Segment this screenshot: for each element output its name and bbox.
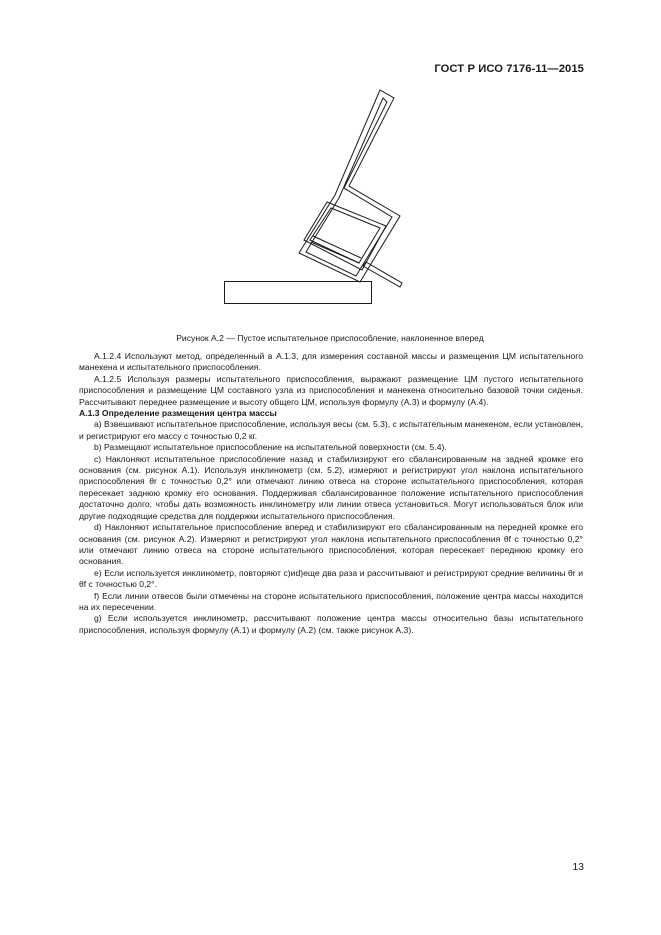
- base-block: [225, 282, 372, 304]
- paragraph-item-d: d) Наклоняют испытательное приспособление вперед и стабилизируют его сбалансированным на передней кромке его основания (см. рисунок А.2). Измеряют и регистрируют угол наклона испытательного приспособления θf с точностью 0,2° или отмечают линию отвеса на стороне испытательного приспособления, которая пересекает переднюю кромку его основания.: [79, 522, 583, 567]
- test-fixture-tilted-forward-figure: [200, 80, 430, 320]
- paragraph-item-e: e) Если используется инклинометр, повторяют c)иd)еще два раза и рассчитывают и регистрируют средние величины θr и θf с точностью 0,2°.: [79, 567, 583, 590]
- paragraph-a125: А.1.2.5 Используя размеры испытательного приспособления, выражают размещение ЦМ пустого испытательного приспособления и размещение ЦМ составного узла из приспособления и манекена относительно базовой точки сиденья. Рассчитывают переднее размещение и высоту общего ЦМ, используя формулу (А.3) и формулу (А.4).: [79, 373, 583, 407]
- section-heading-a13: А.1.3 Определение размещения центра массы: [79, 408, 277, 419]
- seat-frame-inner: [306, 98, 392, 276]
- paragraph-item-f: f) Если линии отвесов были отмечены на стороне испытательного приспособления, положение центра массы находится на их пересечении.: [79, 590, 583, 612]
- platform-line-2: [311, 242, 359, 263]
- paragraph-item-a: a) Взвешивают испытательное приспособление, используя весы (см. 5.3), с испытательным манекеном, если установлен, и регистрируют его массу с точностью 0,2 кг.: [79, 419, 583, 441]
- paragraph-item-b: b) Размещают испытательное приспособление на испытательной поверхности (см. 5.4).: [94, 442, 447, 453]
- page-number: 13: [572, 861, 584, 873]
- figure-caption: Рисунок А.2 — Пустое испытательное приспособление, наклоненное вперед: [176, 333, 484, 343]
- extension-bar: [363, 262, 402, 287]
- paragraph-item-g: g) Если используется инклинометр, рассчитывают положение центра массы относительно базы испытательного приспособления, используя формулу (А.1) и формулу (А.2) (см. также рисунок А.3).: [79, 613, 583, 635]
- body-text: [79, 351, 583, 636]
- document-header: ГОСТ Р ИСО 7176-11—2015: [434, 63, 584, 75]
- platform-line-1: [313, 236, 361, 258]
- paragraph-a124: А.1.2.4 Используют метод, определенный в А.1.3, для измерения составной массы и размещения ЦМ испытательного манекена и испытательного приспособления.: [79, 351, 583, 373]
- paragraph-item-c: c) Наклоняют испытательное приспособление назад и стабилизируют его сбалансированным на задней кромке его основания (см. рисунок А.1). Используя инклинометр (см. 5.2), измеряют и регистрируют угол наклона испытательного приспособления θr с точностью 0,2° или отмечают линию отвеса на стороне испытательного приспособления, которая пересекает заднюю кромку его основания. Поддерживая сбалансированное положение испытательного приспособления достаточно долго, чтобы дать возможность инклинометру или линии отвеса установиться. Могут использоваться блок или другие подходящие средства для поддержки испытательного приспособления.: [79, 453, 583, 521]
